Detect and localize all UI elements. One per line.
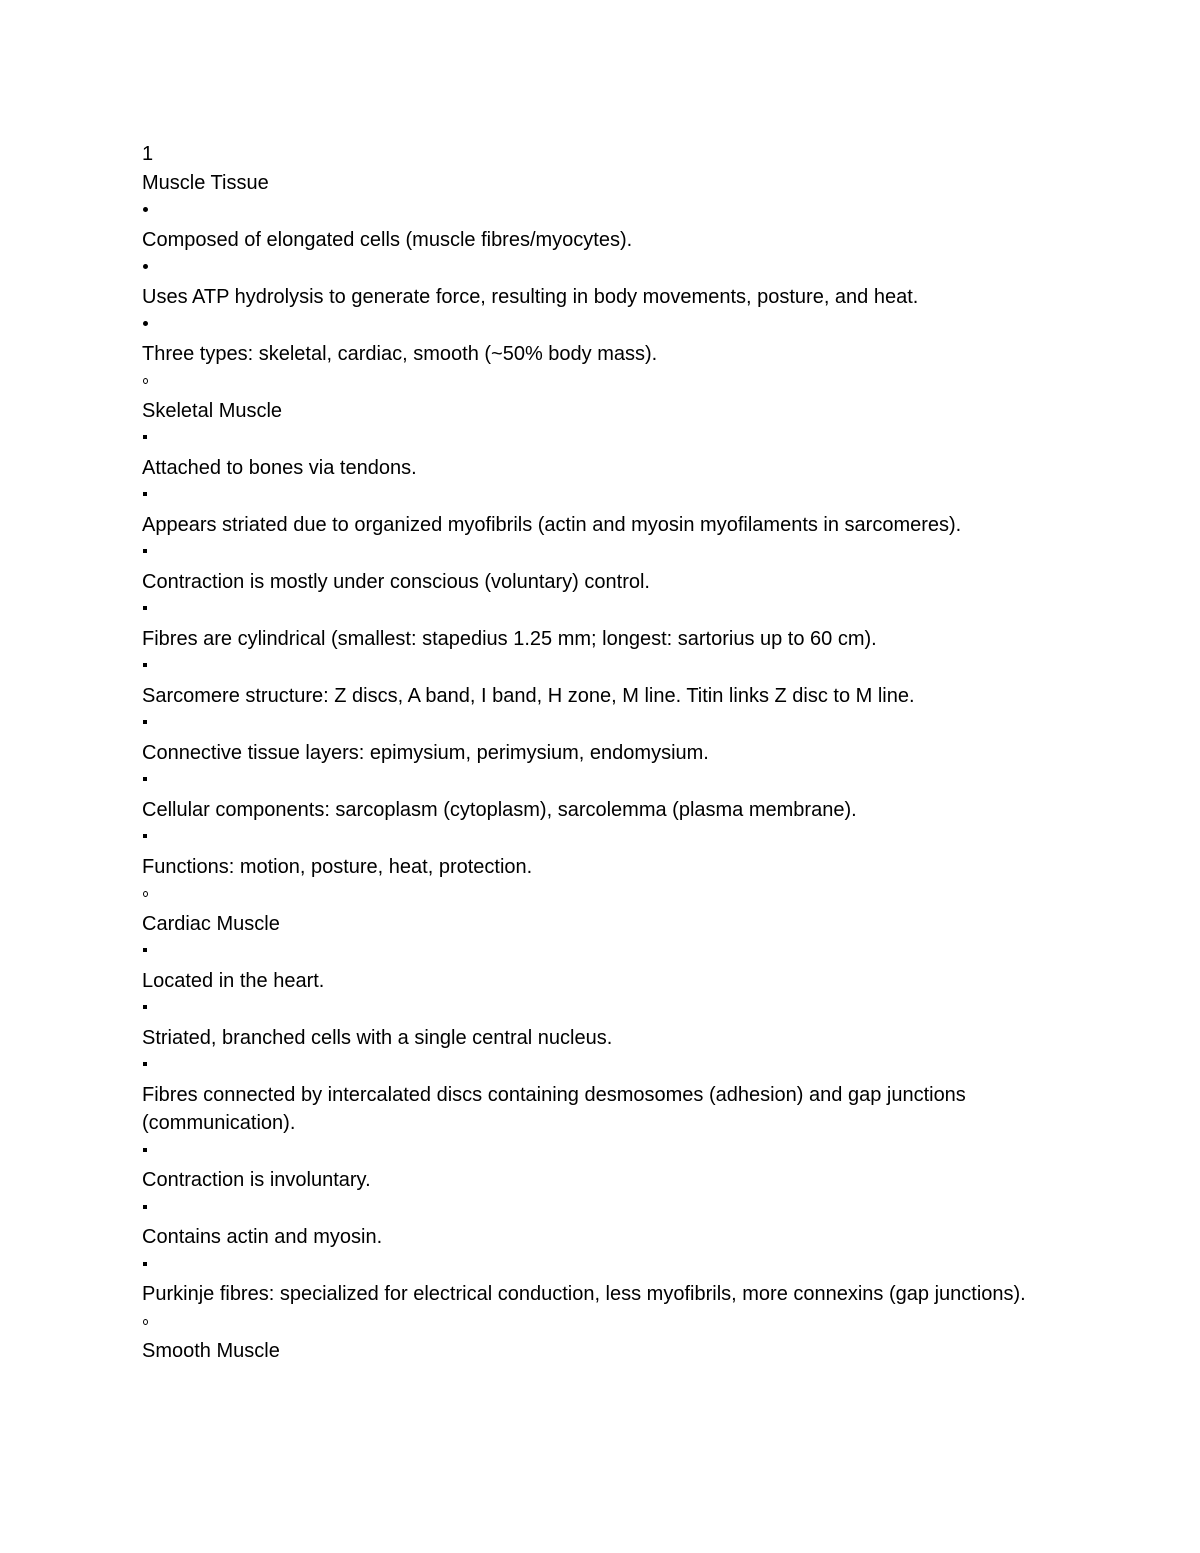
- bullet-text: Appears striated due to organized myofibrils (actin and myosin myofilaments in sarcomeres).: [142, 513, 962, 536]
- bullet-row: [142, 596, 1062, 625]
- bullet-circle-icon: [143, 378, 148, 384]
- bullet-text: Sarcomere structure: Z discs, A band, I band, H zone, M line. Titin links Z disc to M line.: [142, 684, 915, 707]
- section-heading: Skeletal Muscle: [142, 399, 283, 422]
- section-heading: Smooth Muscle: [142, 1340, 280, 1362]
- bullet-text: Functions: motion, posture, heat, protection.: [142, 855, 533, 878]
- bullet-row: [142, 425, 1062, 454]
- section-heading: Cardiac Muscle: [142, 912, 280, 935]
- bullet-row: [142, 881, 1062, 910]
- bullet-row: [142, 1138, 1062, 1167]
- bullet-dot-icon: [143, 321, 148, 326]
- bullet-square-icon: [143, 1148, 147, 1152]
- bullet-square-icon: [143, 1062, 147, 1066]
- bullet-row: [142, 1252, 1062, 1281]
- bullet-text: Contains actin and myosin.: [142, 1226, 383, 1248]
- bullet-square-icon: [143, 720, 147, 724]
- bullet-text: Contraction is involuntary.: [142, 1169, 371, 1191]
- bullet-row: [142, 368, 1062, 397]
- bullet-text: Connective tissue layers: epimysium, perimysium, endomysium.: [142, 741, 709, 764]
- bullet-row: [142, 995, 1062, 1024]
- bullet-text: Attached to bones via tendons.: [142, 456, 417, 479]
- bullet-row: [142, 1195, 1062, 1224]
- bullet-text: Purkinje fibres: specialized for electrical conduction, less myofibrils, more connexins (gap junctions).: [142, 1283, 1026, 1305]
- bullet-square-icon: [143, 435, 147, 439]
- bullet-row: [142, 653, 1062, 682]
- bullet-row: [142, 254, 1062, 283]
- bullet-square-icon: [143, 492, 147, 496]
- bullet-row: [142, 938, 1062, 967]
- bullet-text: Striated, branched cells with a single central nucleus.: [142, 1026, 613, 1049]
- bullet-dot-icon: [143, 264, 148, 269]
- bullet-circle-icon: [143, 1319, 148, 1325]
- bullet-row: [142, 767, 1062, 796]
- document-content: [142, 140, 1062, 1366]
- bullet-text: Composed of elongated cells (muscle fibres/myocytes).: [142, 228, 633, 251]
- section-heading: Muscle Tissue: [142, 171, 269, 194]
- bullet-text: Contraction is mostly under conscious (voluntary) control.: [142, 570, 650, 593]
- bullet-square-icon: [143, 948, 147, 952]
- bullet-row: [142, 539, 1062, 568]
- bullet-dot-icon: [143, 207, 148, 212]
- bullet-text: Located in the heart.: [142, 969, 325, 992]
- bullet-square-icon: [143, 1205, 147, 1209]
- bullet-circle-icon: [143, 891, 148, 897]
- bullet-text: Three types: skeletal, cardiac, smooth (~50% body mass).: [142, 342, 658, 365]
- bullet-row: [142, 710, 1062, 739]
- page-number: 1: [142, 143, 154, 165]
- bullet-square-icon: [143, 777, 147, 781]
- bullet-text: Cellular components: sarcoplasm (cytoplasm), sarcolemma (plasma membrane).: [142, 798, 857, 821]
- bullet-text: Fibres are cylindrical (smallest: stapedius 1.25 mm; longest: sartorius up to 60 cm).: [142, 627, 877, 650]
- bullet-square-icon: [143, 1005, 147, 1009]
- bullet-row: [142, 1309, 1062, 1338]
- bullet-row: [142, 311, 1062, 340]
- bullet-square-icon: [143, 834, 147, 838]
- bullet-square-icon: [143, 1262, 147, 1266]
- bullet-row: [142, 482, 1062, 511]
- bullet-square-icon: [143, 549, 147, 553]
- bullet-square-icon: [143, 606, 147, 610]
- bullet-row: [142, 824, 1062, 853]
- bullet-text: Fibres connected by intercalated discs containing desmosomes (adhesion) and gap junctions (communication).: [142, 1083, 966, 1134]
- bullet-text: Uses ATP hydrolysis to generate force, resulting in body movements, posture, and heat.: [142, 285, 919, 308]
- bullet-square-icon: [143, 663, 147, 667]
- bullet-row: [142, 197, 1062, 226]
- bullet-row: [142, 1052, 1062, 1081]
